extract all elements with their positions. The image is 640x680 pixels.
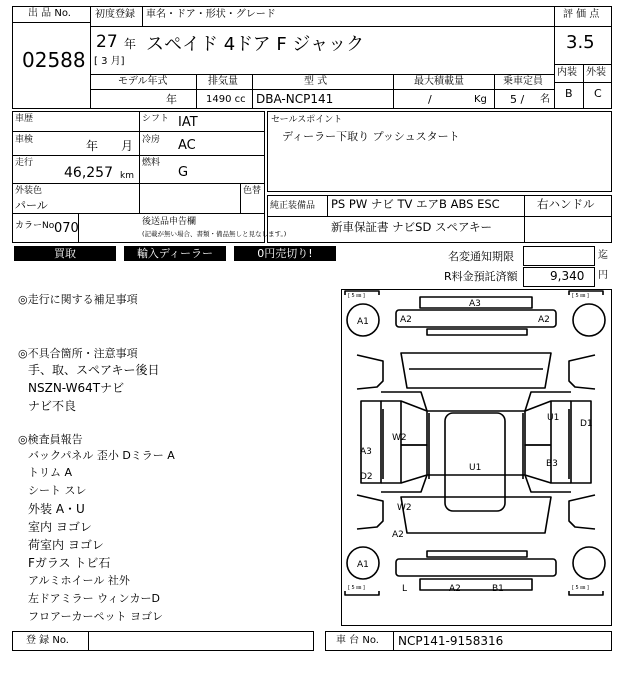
extras-value: 新車保証書 ナビSD スペアキー [331,220,493,234]
inspector-title: ◎検査員報告 [18,433,83,446]
model-year-label: モデル年式 [118,76,168,87]
inspector-line: バックパネル 歪小 Dミラー A [28,449,175,462]
zero-yen-badge: 0円売切り! [234,246,336,261]
damage-mark: B1 [492,584,504,594]
mileage-value: 46,257 [64,165,113,181]
rating-value: 3.5 [566,32,595,53]
damage-mark: A2 [538,315,550,325]
handle-value: 右ハンドル [537,197,595,211]
shift-value: IAT [178,115,198,130]
first-registration-label: 初度登録 [95,9,135,20]
lot-label: 出 品 No. [28,8,71,19]
sales-point-value: ディーラー下取り プッシュスタート [282,130,460,143]
damage-mark: U1 [469,463,482,473]
damage-mark: D1 [580,419,593,429]
inspector-line: アルミホイール 社外 [28,574,130,587]
year-value: 27 [96,32,118,52]
capacity-label: 乗車定員 [503,76,543,87]
defect-line: NSZN-W64Tナビ [28,381,125,395]
defects-title: ◎不具合箇所・注意事項 [18,347,138,360]
damage-mark: W2 [392,433,407,443]
title-change-unit: 迄 [598,250,608,261]
damage-mark: A2 [392,530,404,540]
color-change-label: 色替 [243,186,262,196]
inspector-line: 荷室内 ヨゴレ [28,538,104,552]
damage-mark: A2 [400,315,412,325]
inspector-line: Fガラス トビ石 [28,556,111,570]
damage-mark: A2 [449,584,461,594]
defect-line: ナビ不良 [28,399,77,413]
damage-mark: L [402,584,408,594]
displacement-label: 排気量 [208,76,238,87]
color-no-value: 070 [54,221,79,236]
car-diagram [341,289,612,626]
tire-depth-fr: [ 5 ㎜ ] [572,293,589,299]
damage-mark: U1 [547,413,560,423]
aircon-label: 冷房 [142,135,161,145]
inspector-line: 室内 ヨゴレ [28,520,92,534]
tire-depth-rr: [ 5 ㎜ ] [572,585,589,591]
model-year-unit: 年 [166,93,177,106]
color-no-label: カラーNo. [15,221,57,231]
fuel-label: 燃料 [142,158,161,168]
tire-mark-rl: A1 [357,560,369,570]
docs-note: (記載が無い場合、書類・備品無しと見なします。) [142,230,287,238]
fuel-value: G [178,165,189,180]
aircon-value: AC [178,138,196,153]
rating-label: 評 価 点 [563,9,600,20]
recycle-unit: 円 [598,270,608,281]
equipment-value: PS PW ナビ TV エアB ABS ESC [331,197,500,211]
max-load-value: / [428,93,432,106]
purchase-badge: 買取 [14,246,116,261]
history-label: 車歴 [15,114,34,124]
capacity-unit: 名 [540,94,550,105]
exterior-color-value: パール [15,199,48,212]
capacity-value: 5 / [510,93,525,106]
exterior-label: 外装 [586,67,606,78]
inspector-line: フロアーカーペット ヨゴレ [28,610,163,623]
max-load-unit: Kg [474,94,487,105]
inspector-line: 外装 A・U [28,502,85,516]
month-value: [ 3 月] [94,56,125,67]
tire-depth-rl: [ 5 ㎜ ] [348,585,365,591]
damage-mark: A3 [360,447,372,457]
inspector-line: 左ドアミラー ウィンカーD [28,592,160,605]
inspection-month-unit: 月 [121,139,134,153]
title-change-box [523,246,595,266]
equipment-label: 純正装備品 [270,201,316,211]
mileage-unit: km [120,171,134,181]
sales-point-label: セールスポイント [271,115,343,125]
mileage-label: 走行 [15,158,34,168]
inspection-label: 車検 [15,135,34,145]
recycle-label: R料金預託済額 [444,270,518,283]
tire-mark-fl: A1 [357,317,369,327]
car-name: スペイド 4ドア F ジャック [146,34,365,55]
damage-mark: A3 [469,299,481,309]
model-code: DBA-NCP141 [256,92,334,106]
defect-line: 手、取、スペアキー後日 [28,363,160,377]
damage-mark: W2 [397,503,412,513]
tire-depth-fl: [ 5 ㎜ ] [348,293,365,299]
lot-number: 02588 [22,48,86,72]
chassis-label: 車 台 No. [336,635,379,646]
exterior-grade: C [594,87,602,100]
max-load-label: 最大積載量 [414,76,464,87]
shift-label: シフト [142,114,170,124]
inspector-line: トリム A [28,466,73,479]
inspection-year-unit: 年 [86,139,99,153]
docs-label: 後送品申告欄 [142,217,197,227]
recycle-value: 9,340 [550,269,585,283]
model-label: 型 式 [304,76,328,87]
interior-label: 内装 [557,67,577,78]
interior-grade: B [565,87,573,100]
title-change-label: 名変通知期限 [448,250,514,263]
exterior-color-label: 外装色 [15,186,43,196]
import-dealer-badge: 輸入ディーラー [124,246,226,261]
displacement-value: 1490 cc [206,94,246,105]
car-info-label: 車名・ドア・形状・グレード [146,9,276,20]
registration-label: 登 録 No. [26,635,69,646]
year-unit: 年 [124,37,137,51]
chassis-value: NCP141-9158316 [398,634,504,648]
damage-mark: D2 [360,472,373,482]
inspector-line: シート スレ [28,484,87,497]
supplement-title: ◎走行に関する補足事項 [18,293,138,306]
damage-mark: B3 [546,459,558,469]
